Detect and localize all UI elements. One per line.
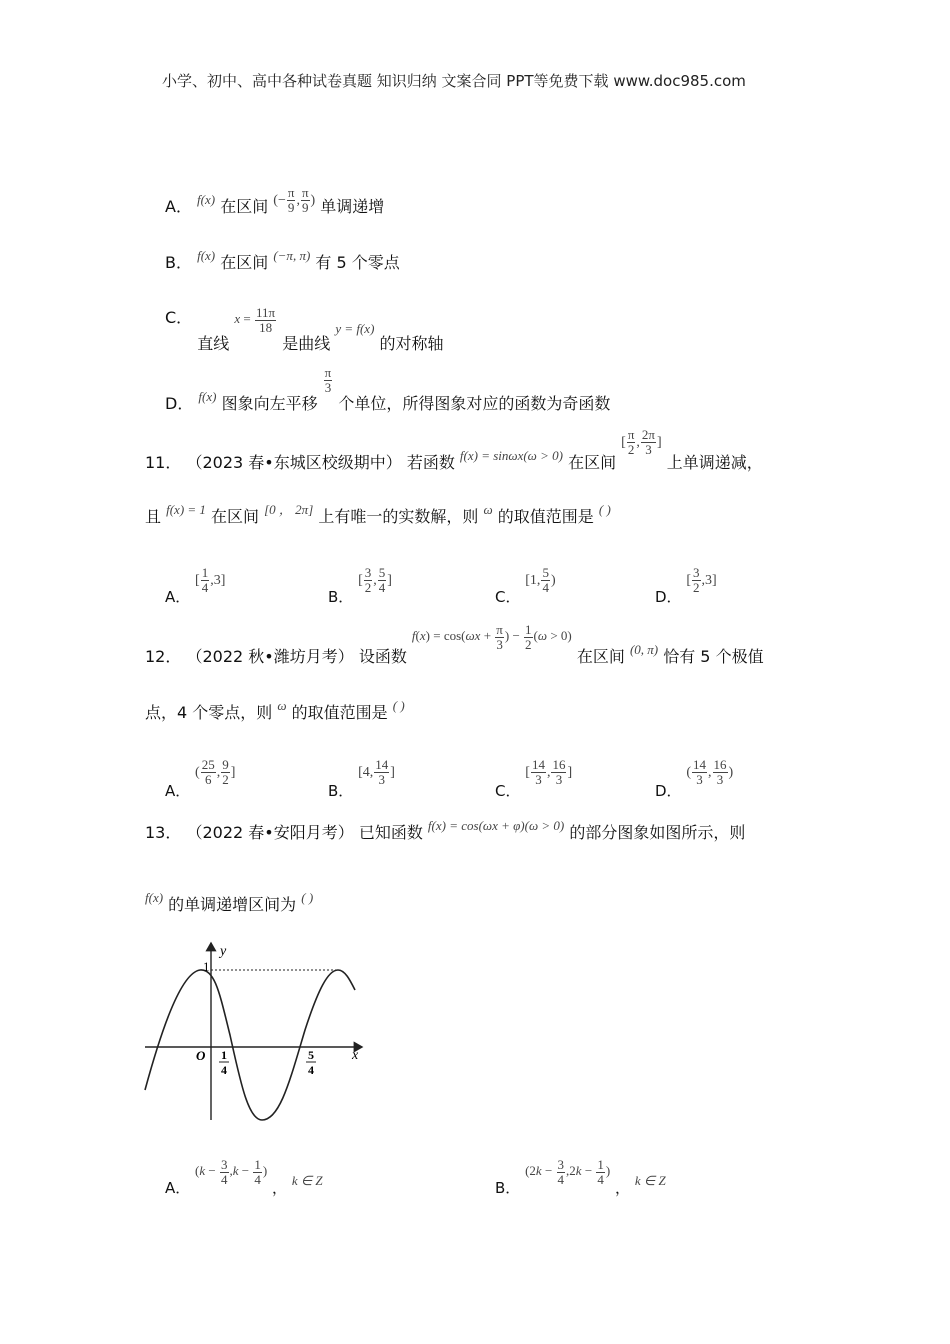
- max-value-label: 1: [203, 959, 210, 974]
- tick-5-4-num: 5: [308, 1048, 314, 1062]
- q11-stem-line2: 且 $^{f(x) = 1}$ 在区间 [0 ， 2π] 上有唯一的实数解，则 $^\omega$ 的取值范围是 ( ): [145, 502, 611, 526]
- q11-option-b: B． [ $\frac{3}{2}$ , $\frac{5}{4}$ ]: [328, 565, 392, 606]
- page-header: 小学、初中、高中各种试卷真题 知识归纳 文案合同 PPT等免费下载 www.doc985.com: [162, 72, 746, 90]
- q11-stem-line1: 11． （2023 春•东城区校级期中） 若函数 $_{f(x) = sin\omega x(\omega > 0)}$ 在区间 [ $\frac{\pi}{2}$ , $\frac{2\pi}{3}$ ] 上单调递减，: [145, 427, 763, 472]
- q12-option-a: A． ( $\frac{25}{6}$ , $\frac{9}{2}$ ]: [165, 757, 236, 800]
- q13-option-b: B． (2k − $\frac{3}{4}$ ,2k − $\frac{1}{4}$ ) ， k ∈ Z: [495, 1157, 666, 1198]
- q13-stem-line2: $^{f(x)}$ 的单调递增区间为 ( ): [145, 890, 314, 914]
- x-axis-label: x: [352, 1048, 359, 1063]
- tick-1-4-num: 1: [221, 1048, 227, 1062]
- tick-1-4-den: 4: [221, 1063, 227, 1077]
- q10-option-d: D． $_{f(x)}$ 图象向左平移 $\frac{\pi}{3}$ 个单位，所得图象对应的函数为奇函数: [165, 365, 611, 413]
- q11-option-d: D． [ $\frac{3}{2}$ ,3]: [655, 565, 717, 606]
- q10-option-a: A． $^{f(x)}$ 在区间 (− $\frac{\pi}{9}$ , $\frac{\pi}{9}$ ) 单调递增: [165, 185, 385, 216]
- q13-stem-line1: 13． （2022 春•安阳月考） 已知函数 $^{f(x) = cos(\omega x + \varphi)(\omega > 0)}$ 的部分图象如图所示，则: [145, 818, 746, 842]
- q13-cosine-graph: [140, 935, 380, 1130]
- cosine-curve: [145, 970, 355, 1120]
- q12-option-b: B． [4, $\frac{14}{3}$ ]: [328, 757, 395, 800]
- origin-label: O: [196, 1048, 206, 1063]
- q10-option-b: B． $^{f(x)}$ 在区间 $^{(-\pi, \pi)}$ 有 5 个零点: [165, 248, 400, 272]
- q12-option-c: C． [ $\frac{14}{3}$ , $\frac{16}{3}$ ]: [495, 757, 573, 800]
- q12-option-d: D． ( $\frac{14}{3}$ , $\frac{16}{3}$ ): [655, 757, 734, 800]
- q11-option-a: A． [ $\frac{1}{4}$ ,3]: [165, 565, 226, 606]
- q13-option-a: A． (k − $\frac{3}{4}$ ,k − $\frac{1}{4}$ ) ， k ∈ Z: [165, 1157, 323, 1198]
- q12-stem-line1: 12． （2022 秋•潍坊月考） 设函数 f(x) = cos(ωx + $\frac{\pi}{3}$ ) − $\frac{1}{2}$ (ω > 0) 在区间 $_{(0, \pi)}$ 恰有 5 个极值: [145, 621, 764, 666]
- y-axis-label: y: [220, 944, 227, 959]
- q10-option-c: C． 直线 x = $\frac{11\pi}{18}$ 是曲线 $_{y = f(x)}$ 的对称轴: [165, 304, 444, 353]
- q12-stem-line2: 点，4 个零点，则 $^\omega$ 的取值范围是 ( ): [145, 698, 405, 722]
- tick-5-4-den: 4: [308, 1063, 314, 1077]
- q11-option-c: C． [1, $\frac{5}{4}$ ): [495, 565, 556, 606]
